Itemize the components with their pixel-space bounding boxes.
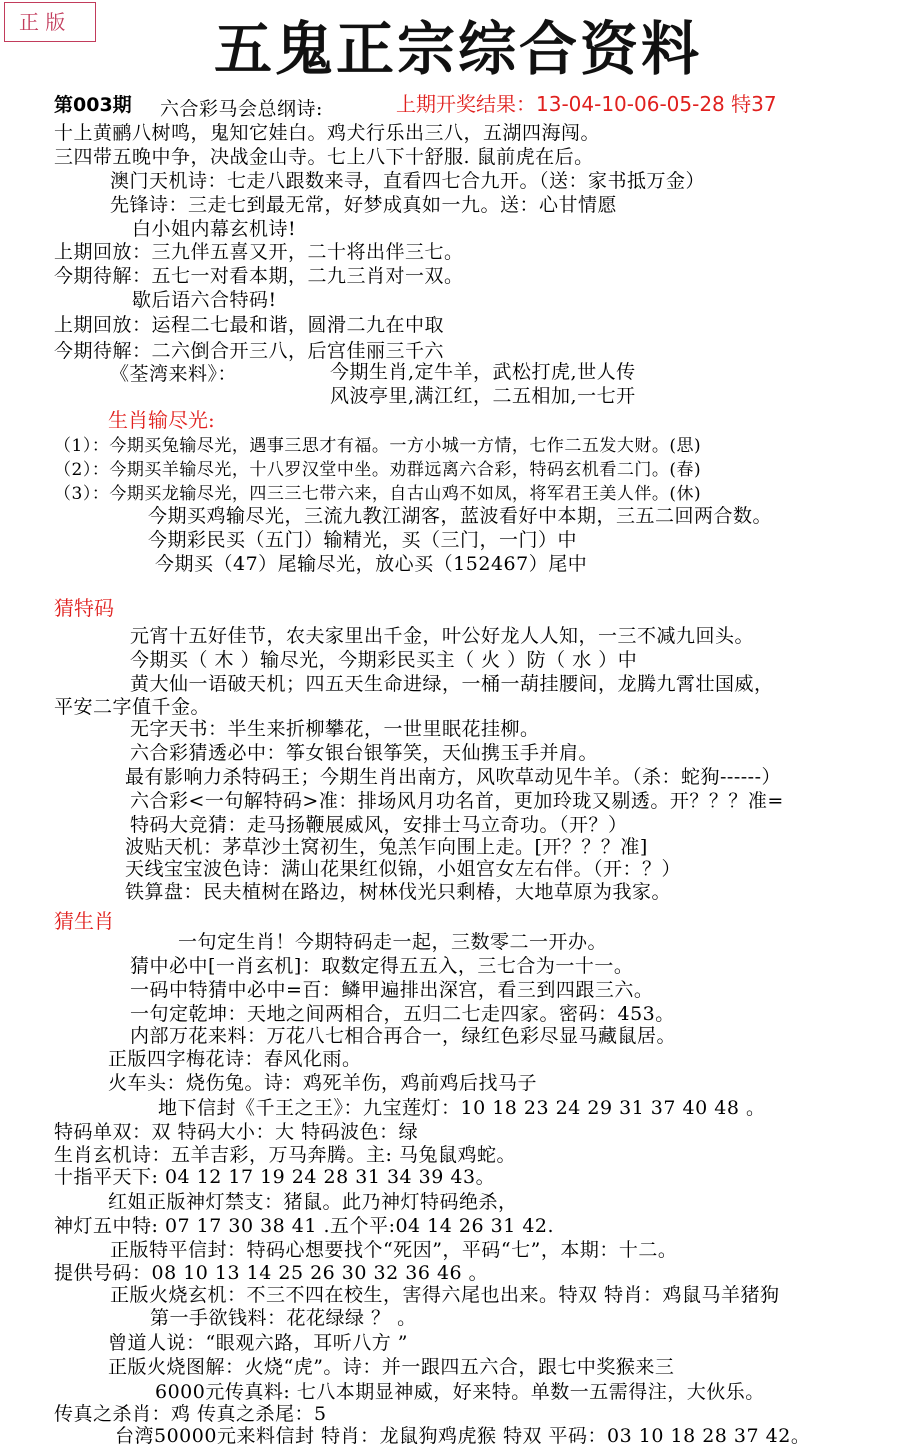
- page-title: 五鬼正宗综合资料: [214, 15, 703, 83]
- text-line: 一句定乾坤：天地之间两相合，五归二七走四家。密码：453。: [130, 1003, 675, 1025]
- text-line: 传真之杀肖：鸡 传真之杀尾：5: [54, 1403, 327, 1425]
- section-heading-zodiac-lose: 生肖输尽光:: [108, 408, 215, 432]
- text-line: 天线宝宝波色诗：满山花果红似锦，小姐宫女左右伴。（开：？）: [125, 858, 682, 880]
- text-line: 特码单双：双 特码大小：大 特码波色：绿: [54, 1121, 419, 1143]
- text-line: 今期待解：二六倒合开三八，后宫佳丽三千六: [54, 340, 445, 362]
- text-line: 今期买（ 木 ）输尽光，今期彩民买主（ 火 ）防（ 水 ）中: [130, 649, 638, 671]
- text-line: 神灯五中特: 07 17 30 38 41 .五个平:04 14 26 31 42.: [54, 1215, 555, 1237]
- section-heading-guess-number: 猜特码: [54, 596, 114, 620]
- text-line: 今期彩民买（五门）输精光，买（三门，一门）中: [148, 529, 578, 551]
- text-line: 十上黄鹂八树鸣，鬼知它娃白。鸡犬行乐出三八，五湖四海闯。: [54, 122, 601, 144]
- text-line: 无字天书：半生来折柳攀花，一世里眠花挂柳。: [130, 718, 540, 740]
- text-line: 正版火烧图解：火烧“虎”。诗：并一跟四五六合，跟七中奖猴来三: [108, 1356, 675, 1378]
- text-line: 白小姐内幕玄机诗!: [132, 218, 297, 240]
- text-line: 提供号码：08 10 13 14 25 26 30 32 36 46 。: [54, 1262, 489, 1284]
- text-line: 今期买（47）尾输尽光，放心买（152467）尾中: [155, 553, 588, 575]
- text-line: 歇后语六合特码!: [132, 289, 277, 311]
- text-line: 地下信封《千王之王》：九宝莲灯：10 18 23 24 29 31 37 40 48 。: [158, 1097, 766, 1119]
- text-line: （1）：今期买兔输尽光，遇事三思才有福。一方小城一方情，七作二五发大财。(思): [54, 436, 702, 456]
- text-line: 三四带五晚中争，决战金山寺。七上八下十舒服. 鼠前虎在后。: [54, 146, 594, 168]
- text-line: 一句定生肖！今期特码走一起，三数零二一开办。: [178, 931, 608, 953]
- text-line: 曾道人说：“眼观六路，耳听八方 ”: [108, 1332, 408, 1354]
- text-line: 6000元传真料: 七八本期显神威，好来特。单数一五需得注，大伙乐。: [155, 1381, 765, 1403]
- text-line: 内部万花来料：万花八七相合再合一，绿红色彩尽显马藏鼠居。: [130, 1025, 677, 1047]
- text-line: 上期回放：三九伴五喜又开，二十将出伴三七。: [54, 241, 464, 263]
- text-line: 正版火烧玄机：不三不四在校生，害得六尾也出来。特双 特肖：鸡鼠马羊猪狗: [110, 1284, 780, 1306]
- text-line: 《荃湾来料》：: [110, 363, 238, 385]
- text-line: 生肖玄机诗：五羊吉彩，万马奔腾。主: 马兔鼠鸡蛇。: [54, 1144, 516, 1166]
- text-line: 红姐正版神灯禁支：猪鼠。此乃神灯特码绝杀，: [108, 1191, 518, 1213]
- section-heading-guess-zodiac: 猜生肖: [54, 909, 114, 933]
- text-line: 铁算盘：民夫植树在路边，树林伐光只剩椿，大地草原为我家。: [125, 881, 672, 903]
- text-line: 台湾50000元来料信封 特肖：龙鼠狗鸡虎猴 特双 平码：03 10 18 28 37 42。: [115, 1425, 811, 1447]
- text-line: 最有影响力杀特码王；今期生肖出南方，风吹草动见牛羊。（杀：蛇狗------）: [125, 766, 782, 788]
- text-line: 今期买鸡输尽光，三流九教江湖客，蓝波看好中本期，三五二回两合数。: [148, 505, 773, 527]
- text-line: 特码大竞猜：走马扬鞭展威风，安排士马立奇功。（开？）: [130, 814, 628, 836]
- text-line: 第一手欲钱料：花花绿绿 ？ 。: [150, 1307, 417, 1329]
- text-line: 六合彩猜透必中：筝女银台银筝笑，天仙携玉手并肩。: [130, 742, 599, 764]
- text-line: 六合彩马会总纲诗:: [160, 98, 323, 120]
- text-line: 波贴天机：茅草沙土窝初生，兔羔乍向围上走。[开？？？准]: [125, 836, 648, 858]
- text-line: 今期待解：五七一对看本期，二九三肖对一双。: [54, 265, 464, 287]
- text-line: 黄大仙一语破天机；四五天生命进绿，一桶一葫挂腰间，龙腾九霄壮国威，: [130, 673, 774, 695]
- text-line: 猜中必中[一肖玄机]：取数定得五五入，三七合为一十一。: [130, 955, 634, 977]
- text-line: 火车头：烧伤兔。诗：鸡死羊伤，鸡前鸡后找马子: [108, 1072, 538, 1094]
- text-line: 正版特平信封：特码心想要找个“死因”，平码“七”，本期：十二。: [110, 1239, 678, 1261]
- text-line: （2）：今期买羊输尽光，十八罗汉堂中坐。劝群远离六合彩，特码玄机看二门。(春): [54, 460, 702, 480]
- text-line: 风波亭里,满江红，二五相加,一七开: [330, 385, 636, 407]
- text-line: 平安二字值千金。: [54, 696, 211, 718]
- text-line: 上期回放：运程二七最和谐，圆滑二九在中取: [54, 314, 445, 336]
- issue-number: 第003期: [54, 94, 132, 116]
- text-line: 十指平天下: 04 12 17 19 24 28 31 34 39 43。: [54, 1166, 496, 1188]
- genuine-badge: 正 版: [4, 2, 96, 42]
- text-line: 先锋诗：三走七到最无常，好梦成真如一九。送：心甘情愿: [110, 194, 618, 216]
- text-line: 六合彩<一句解特码>准：排场风月功名首，更加玲珑又剔透。开？？？准=: [130, 790, 784, 812]
- text-line: 今期生肖,定牛羊，武松打虎,世人传: [330, 361, 636, 383]
- text-line: 一码中特猜中必中=百：鳞甲遍排出深宫，看三到四跟三六。: [130, 979, 654, 1001]
- text-line: 正版四字梅花诗：春风化雨。: [108, 1048, 362, 1070]
- text-line: （3）：今期买龙输尽光，四三三七带六来，自古山鸡不如凤，将军君王美人伴。(休): [54, 484, 702, 504]
- text-line: 澳门天机诗：七走八跟数来寻，直看四七合九开。（送：家书抵万金）: [110, 170, 706, 192]
- last-draw-result: 上期开奖结果：13-04-10-06-05-28 特37: [396, 92, 777, 116]
- text-line: 元宵十五好佳节，农夫家里出千金，叶公好龙人人知，一三不减九回头。: [130, 625, 755, 647]
